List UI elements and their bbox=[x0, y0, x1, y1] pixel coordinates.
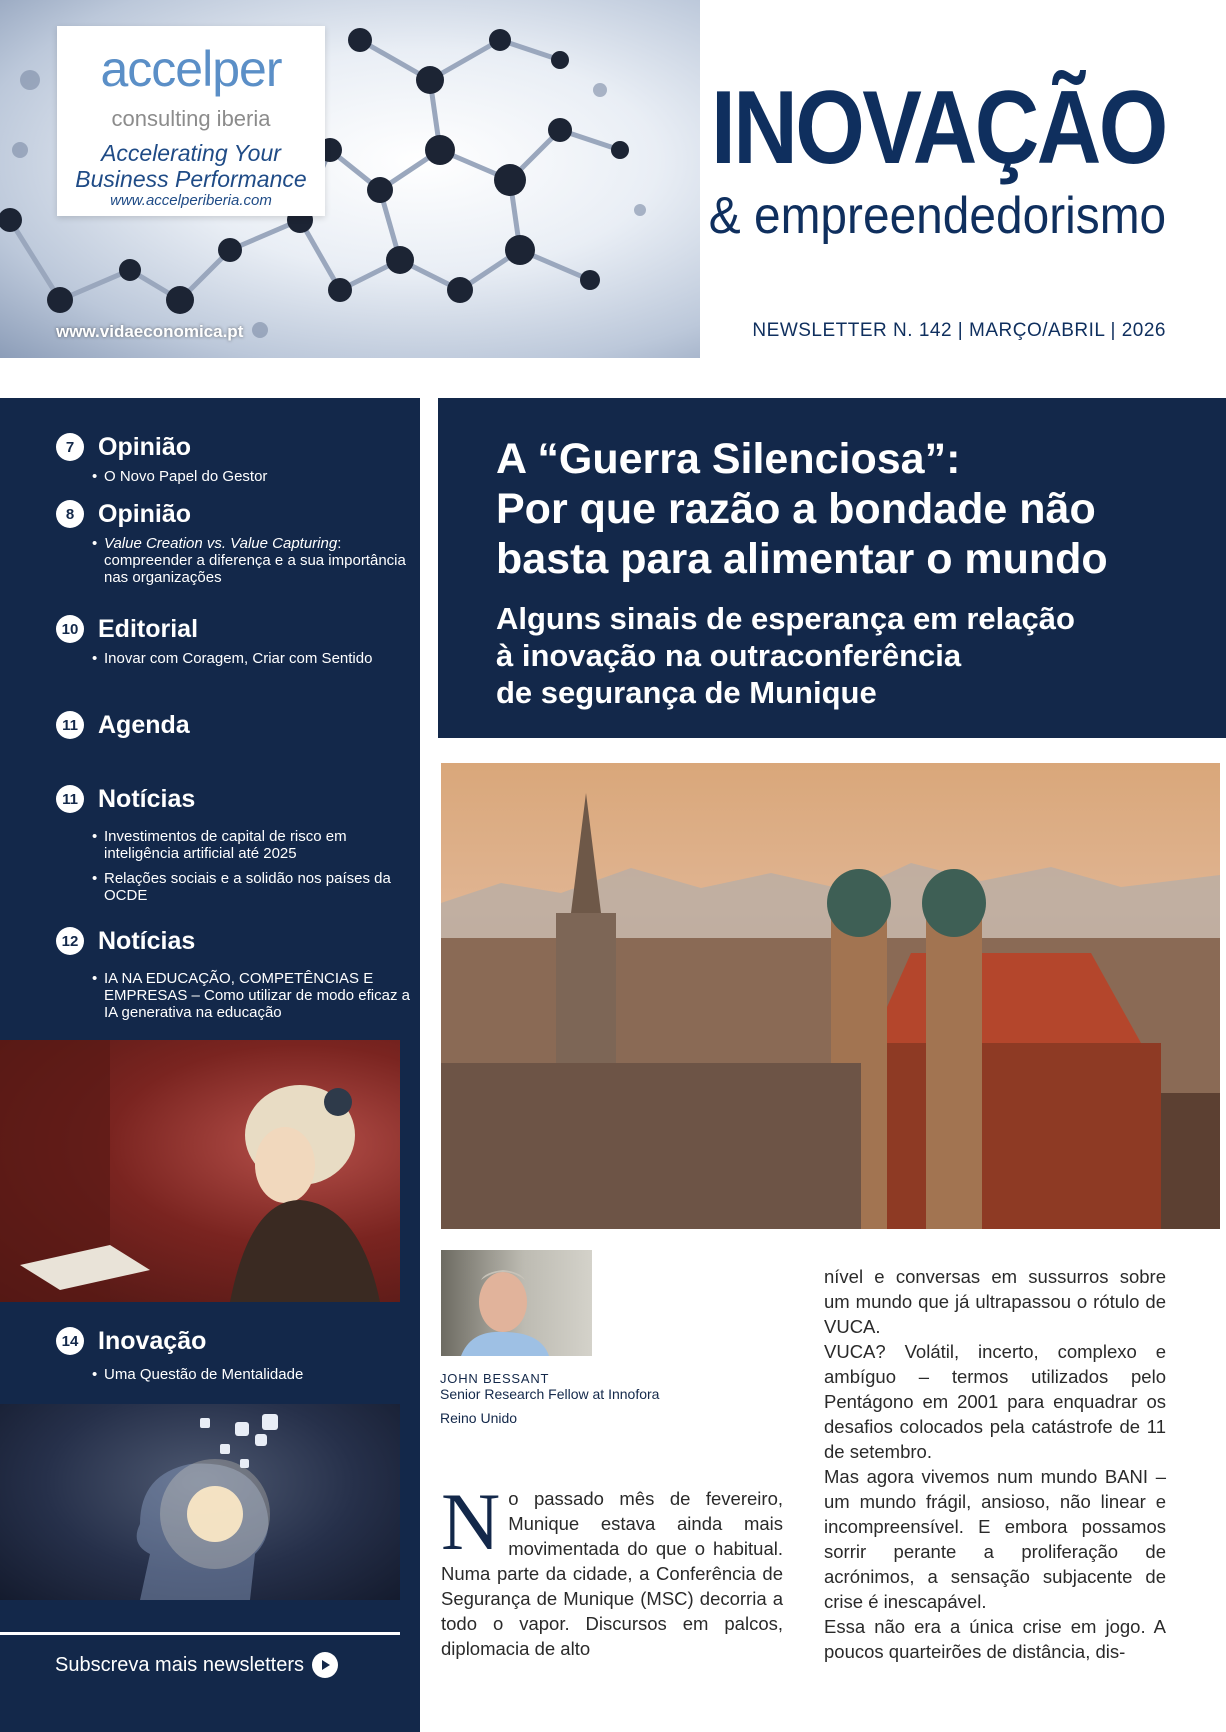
article-paragraph: Essa não era a única crise em jogo. A poucos quarteirões de distância, dis- bbox=[824, 1616, 1166, 1662]
subscribe-newsletters-link[interactable] bbox=[55, 1652, 338, 1678]
subscribe-label: Subscreva mais newsletters bbox=[55, 1653, 304, 1676]
author-name: JOHN BESSANT bbox=[440, 1371, 550, 1386]
subhead-line: de segurança de Munique bbox=[496, 675, 877, 710]
subhead-line: à inovação na outraconferência bbox=[496, 638, 962, 673]
toc-section-title: Notícias bbox=[98, 784, 196, 813]
author-role: Senior Research Fellow at Innofora bbox=[440, 1386, 660, 1402]
logo-name: accelper bbox=[100, 41, 282, 97]
page-number-badge: 7 bbox=[56, 433, 84, 461]
brain-puzzle-illustration bbox=[0, 1404, 400, 1600]
toc-item: • Uma Questão de Mentalidade bbox=[92, 1366, 416, 1383]
logo-tagline-line2: Business Performance bbox=[75, 166, 307, 192]
logo-tagline bbox=[57, 140, 325, 192]
brain-puzzle-image bbox=[0, 1404, 400, 1600]
toc-entry-editorial[interactable] bbox=[56, 614, 416, 675]
toc-entry-opiniao-8[interactable] bbox=[56, 499, 416, 594]
issue-info: NEWSLETTER N. 142 | MARÇO/ABRIL | 2026 bbox=[752, 320, 1166, 341]
toc-item: • Inovar com Coragem, Criar com Sentido bbox=[92, 650, 416, 667]
munich-skyline-illustration bbox=[441, 763, 1220, 1229]
article-paragraph: VUCA? Volátil, incerto, complexo e ambíguo – termos utilizados pelo Pentágono em 2001 para enquadrar os desafios colocados pela catástrofe de 11 de setembro. bbox=[824, 1341, 1166, 1462]
author-country: Reino Unido bbox=[440, 1410, 518, 1426]
page-number-badge: 8 bbox=[56, 500, 84, 528]
accelper-logo[interactable] bbox=[57, 26, 325, 216]
page-number-badge: 10 bbox=[56, 615, 84, 643]
headline-line: A “Guerra Silenciosa”: bbox=[496, 435, 961, 483]
headline-line: basta para alimentar o mundo bbox=[496, 535, 1108, 583]
page-number-badge: 11 bbox=[56, 785, 84, 813]
masthead-subtitle: & empreendedorismo bbox=[708, 187, 1166, 245]
logo-url: www.accelperiberia.com bbox=[110, 192, 272, 209]
author-photo bbox=[441, 1250, 592, 1356]
toc-entry-noticias-11[interactable] bbox=[56, 784, 416, 912]
article-headline bbox=[496, 434, 1108, 584]
toc-section-title: Editorial bbox=[98, 614, 199, 643]
article-paragraph: Mas agora vivemos num mundo BANI – um mundo frágil, ansioso, não linear e incompreensível. E embora possamos sorrir perante a proliferação de acrónimos, a sensação subjacente de crise é inescapável. bbox=[824, 1466, 1166, 1612]
article-body-column-right bbox=[824, 1264, 1166, 1664]
article-paragraph: o passado mês de fevereiro, Munique estava ainda mais movimentada do que o habitual. Numa parte da cidade, a Conferência de Segurança de Munique (MSC) decorria a todo o vapor. Discursos em palcos, diplomacia de alto bbox=[441, 1488, 783, 1659]
munich-skyline-photo bbox=[441, 763, 1220, 1229]
sidebar bbox=[0, 398, 420, 1732]
woman-reading-illustration bbox=[0, 1040, 400, 1302]
toc-entry-noticias-12[interactable] bbox=[56, 926, 416, 1029]
masthead-title: INOVAÇÃO bbox=[711, 70, 1166, 186]
toc-item-italic: Value Creation vs. Value Capturing bbox=[104, 535, 338, 552]
article-subheadline bbox=[496, 600, 1075, 711]
page-number-badge: 14 bbox=[56, 1327, 84, 1355]
subscribe-divider bbox=[0, 1632, 400, 1635]
toc-item: • IA NA EDUCAÇÃO, COMPETÊNCIAS E EMPRESAS – Como utilizar de modo eficaz a IA generativa na educação bbox=[92, 970, 416, 1021]
logo-tagline-line1: Accelerating Your bbox=[101, 140, 281, 166]
toc-item bbox=[92, 535, 416, 586]
toc-item: • Relações sociais e a solidão nos países da OCDE bbox=[92, 870, 416, 904]
toc-section-title: Opinião bbox=[98, 499, 192, 528]
toc-entry-inovacao[interactable] bbox=[56, 1326, 416, 1391]
page-number-badge: 12 bbox=[56, 927, 84, 955]
toc-item-rest: : compreender a diferença e a sua importância nas organizações bbox=[104, 535, 406, 586]
toc-item: • Investimentos de capital de risco em inteligência artificial até 2025 bbox=[92, 828, 416, 862]
woman-reading-image bbox=[0, 1040, 400, 1302]
toc-item: • O Novo Papel do Gestor bbox=[92, 468, 416, 485]
toc-section-title: Notícias bbox=[98, 926, 196, 955]
page-number-badge: 11 bbox=[56, 711, 84, 739]
toc-section-title: Agenda bbox=[98, 710, 190, 739]
author-portrait-illustration bbox=[441, 1250, 592, 1356]
article-title-panel bbox=[438, 398, 1226, 738]
subhead-line: Alguns sinais de esperança em relação bbox=[496, 601, 1075, 636]
toc-entry-agenda[interactable] bbox=[56, 710, 416, 740]
headline-line: Por que razão a bondade não bbox=[496, 485, 1096, 533]
article-paragraph: nível e conversas em sussurros sobre um mundo que já ultrapassou o rótulo de VUCA. bbox=[824, 1266, 1166, 1337]
toc-section-title: Opinião bbox=[98, 432, 192, 461]
toc-section-title: Inovação bbox=[98, 1326, 207, 1355]
site-url-link[interactable]: www.vidaeconomica.pt bbox=[56, 322, 244, 341]
article-body-column-left bbox=[441, 1476, 783, 1661]
logo-subtitle: consulting iberia bbox=[111, 106, 271, 131]
drop-cap: N bbox=[441, 1476, 501, 1567]
toc-entry-opiniao-7[interactable] bbox=[56, 432, 416, 493]
play-circle-icon[interactable] bbox=[312, 1652, 338, 1678]
